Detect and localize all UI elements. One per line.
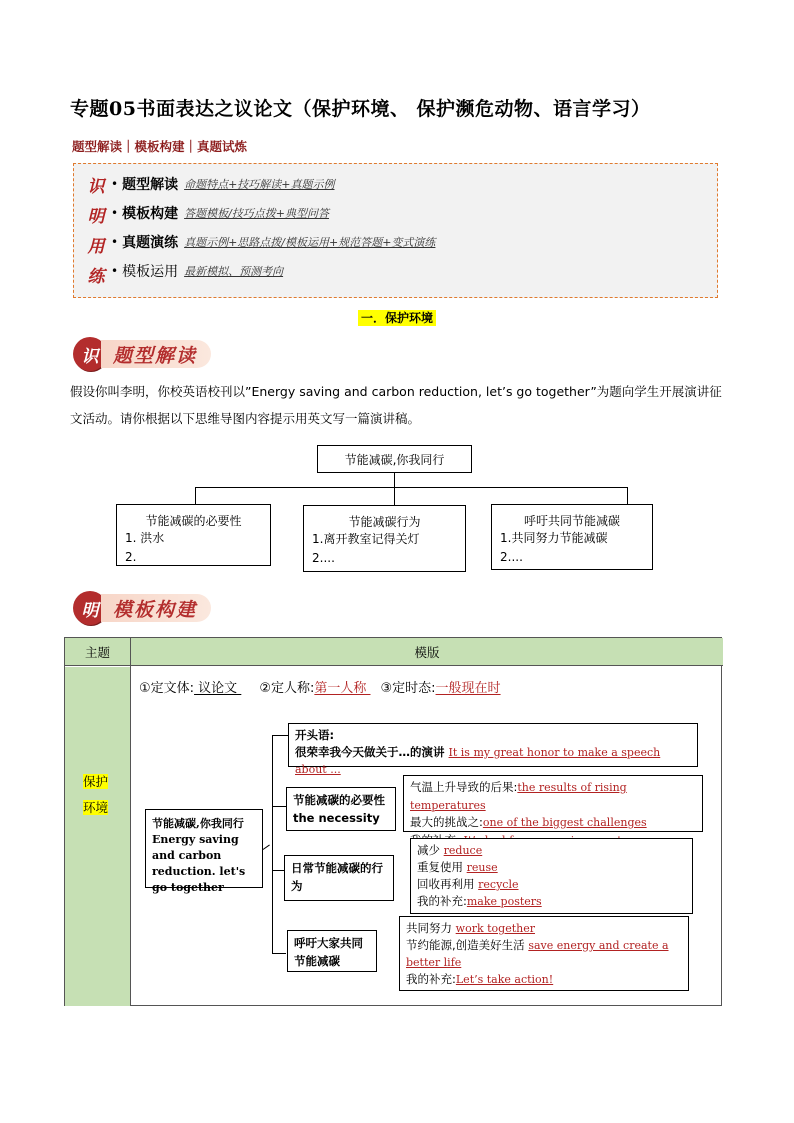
template-root-box: 节能减碳,你我同行 Energy saving and carbon reduction. let's go together — [145, 809, 263, 888]
side-char: 明 — [87, 207, 105, 227]
header-template: 模版 — [131, 638, 723, 666]
template-body — [65, 667, 721, 1007]
summary-row: • 模板运用 最新模拟、预测考向 — [111, 258, 283, 284]
topic-label: 保护 环境 — [83, 774, 109, 815]
side-characters — [84, 172, 108, 292]
mindmap-branch-actions: 节能减碳行为 1.离开教室记得关灯 2.... — [303, 505, 466, 572]
side-char: 练 — [87, 267, 105, 287]
summary-desc: 答题模板/技巧点拨+典型问答 — [184, 207, 330, 220]
appeal-label-box: 呼吁大家共同节能减碳 — [287, 930, 377, 972]
opening-box: 开头语: 很荣幸我今天做关于…的演讲 It is my great honor to make a speech about ... — [288, 723, 698, 767]
template-table — [64, 637, 722, 1006]
mindmap-branch-appeal: 呼吁共同节能减碳 1.共同努力节能减碳 2.... — [491, 504, 653, 570]
daily-actions-detail-box: 减少 reduce 重复使用 reuse 回收再利用 recycle 我的补充:make posters — [410, 838, 693, 914]
badge-text: 模板构建 — [101, 594, 211, 622]
section-badge-template — [73, 591, 211, 625]
daily-actions-label-box: 日常节能减碳的行 为 — [284, 855, 394, 901]
summary-label: 模板运用 — [122, 264, 179, 280]
writing-rules: ①定文体: 议论文 ②定人称:第一人称 ③定时态:一般现在时 — [139, 681, 501, 696]
summary-desc: 命题特点+技巧解读+真题示例 — [184, 178, 335, 191]
summary-label: 真题演练 — [122, 235, 179, 251]
summary-row: • 真题演练 真题示例+思路点拨/模板运用+规范答题+变式演练 — [111, 229, 435, 255]
summary-label: 题型解读 — [122, 177, 179, 193]
summary-desc: 最新模拟、预测考向 — [184, 265, 284, 278]
section-badge-question-type — [73, 337, 211, 371]
summary-box — [73, 163, 718, 298]
appeal-detail-box: 共同努力 work together 节约能源,创造美好生活 save energy and create a better life 我的补充:Let’s take action! — [399, 916, 689, 991]
badge-icon: 明 — [73, 591, 107, 625]
summary-row: • 模板构建 答题模板/技巧点拨+典型问答 — [111, 200, 329, 226]
prompt-paragraph: 假设你叫李明，你校英语校刊以”Energy saving and carbon reduction, let’s go together”为题向学生开展演讲征文活动。请你根据以下思维导图内容提示用英文写一篇演讲稿。 — [70, 384, 722, 426]
necessity-label-box: 节能减碳的必要性 the necessity — [286, 787, 396, 831]
section-nav: 题型解读｜模板构建｜真题试炼 — [72, 139, 248, 154]
page-title: 专题05书面表达之议论文（保护环境、 保护濒危动物、语言学习） — [70, 98, 651, 120]
header-topic: 主题 — [65, 638, 130, 666]
summary-desc: 真题示例+思路点拨/模板运用+规范答题+变式演练 — [184, 236, 436, 249]
summary-row: • 题型解读 命题特点+技巧解读+真题示例 — [111, 171, 335, 197]
side-char: 用 — [87, 237, 105, 257]
mindmap-branch-necessity: 节能减碳的必要性 1. 洪水 2. — [116, 504, 271, 566]
section-heading: 一．保护环境 — [0, 309, 794, 326]
badge-text: 题型解读 — [101, 340, 211, 368]
badge-icon: 识 — [73, 337, 107, 371]
mindmap-root: 节能减碳,你我同行 — [317, 445, 472, 473]
side-char: 识 — [87, 177, 105, 197]
necessity-detail-box: 气温上升导致的后果:the results of rising temperatures 最大的挑战之:one of the biggest challenges — [403, 775, 703, 832]
summary-label: 模板构建 — [122, 206, 179, 222]
